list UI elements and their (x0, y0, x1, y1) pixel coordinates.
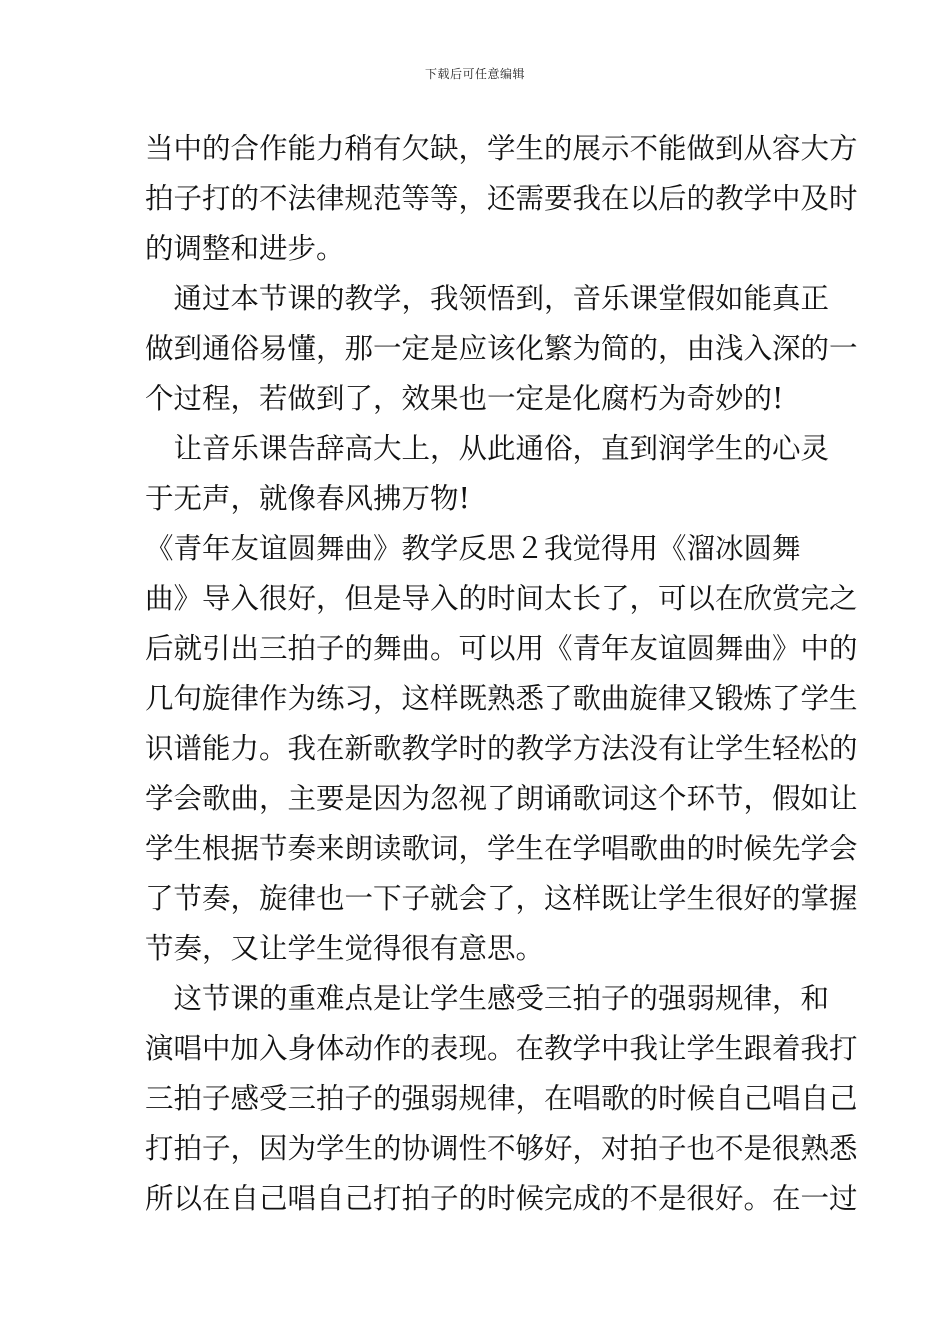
text-line: 通过本节课的教学，我领悟到，音乐课堂假如能真正 (145, 282, 830, 315)
text-line: 了节奏，旋律也一下子就会了，这样既让学生很好的掌握 (145, 882, 858, 915)
text-line: 于无声，就像春风拂万物! (145, 482, 470, 515)
text-line: 演唱中加入身体动作的表现。在教学中我让学生跟着我打 (145, 1032, 858, 1065)
text-line: 拍子打的不法律规范等等，还需要我在以后的教学中及时 (145, 182, 858, 215)
page-header: 下载后可任意编辑 (424, 67, 525, 81)
text-line: 所以在自己唱自己打拍子的时候完成的不是很好。在一过 (145, 1182, 858, 1215)
text-line: 后就引出三拍子的舞曲。可以用《青年友谊圆舞曲》中的 (145, 632, 858, 665)
text-line: 打拍子，因为学生的协调性不够好，对拍子也不是很熟悉 (145, 1132, 858, 1165)
text-line: 曲》导入很好，但是导入的时间太长了，可以在欣赏完之 (145, 582, 858, 615)
text-line: 学生根据节奏来朗读歌词，学生在学唱歌曲的时候先学会 (145, 832, 858, 865)
text-line: 当中的合作能力稍有欠缺，学生的展示不能做到从容大方 (145, 132, 858, 165)
text-line: 三拍子感受三拍子的强弱规律，在唱歌的时候自己唱自己 (145, 1082, 858, 1115)
text-line: 个过程，若做到了，效果也一定是化腐朽为奇妙的! (145, 382, 784, 415)
text-line: 的调整和进步。 (145, 232, 345, 265)
text-line: 这节课的重难点是让学生感受三拍子的强弱规律，和 (145, 982, 830, 1015)
text-line: 几句旋律作为练习，这样既熟悉了歌曲旋律又锻炼了学生 (145, 682, 858, 715)
text-line: 识谱能力。我在新歌教学时的教学方法没有让学生轻松的 (145, 732, 858, 765)
text-line: 节奏，又让学生觉得很有意思。 (145, 932, 545, 965)
text-line: 做到通俗易懂，那一定是应该化繁为简的，由浅入深的一 (145, 332, 858, 365)
document-body (145, 124, 858, 1224)
text-line: 学会歌曲，主要是因为忽视了朗诵歌词这个环节，假如让 (145, 782, 858, 815)
text-line: 让音乐课告辞高大上，从此通俗，直到润学生的心灵 (145, 432, 830, 465)
text-line: 《青年友谊圆舞曲》教学反思２我觉得用《溜冰圆舞 (145, 532, 801, 565)
